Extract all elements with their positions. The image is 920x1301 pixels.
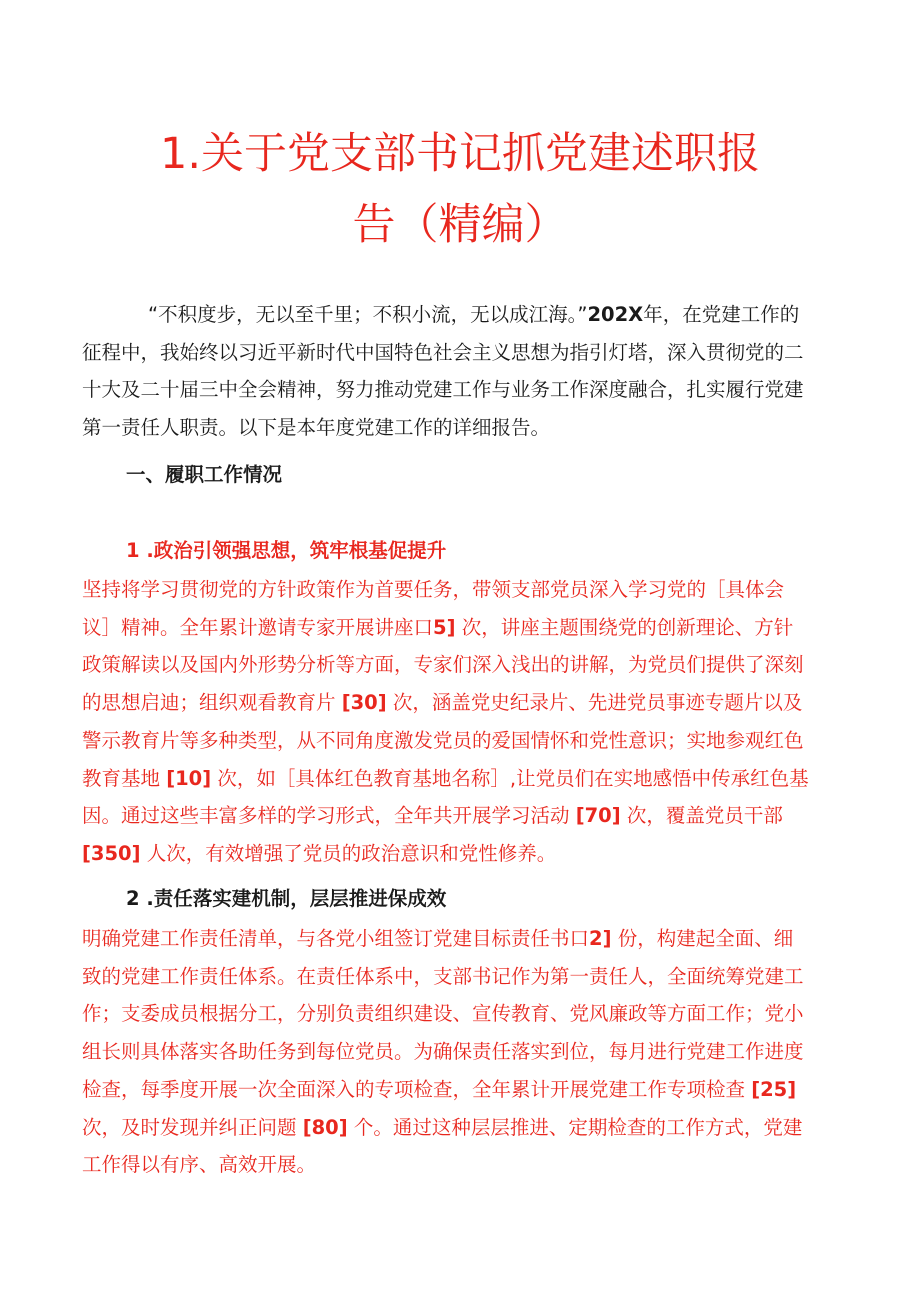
item-1-text-1: 坚持将学习贯彻党的方针政策作为首要任务，带领支部党员深入学习党的［具体会议］精神。全年累计邀请专家开展讲座口 xyxy=(82,578,785,639)
item-1-value-attendees: [350] xyxy=(82,841,141,865)
item-1-text-2: 次，讲座主题围绕党的创新理论、方针政策解读以及国内外形势分析等方面，专家们深入浅出的讲解，为党员们提供了深刻的思想启迪；组织观看教育片 xyxy=(82,615,804,715)
document-title-line-1: 1.关于党支部书记抓党建述职报 xyxy=(159,129,761,179)
item-1-value-visits: [10] xyxy=(166,766,212,790)
item-heading-1: 1 .政治引领强思想，筑牢根基促提升 xyxy=(126,539,447,562)
item-2-value-inspections: [25] xyxy=(751,1077,797,1101)
item-heading-2: 2 .责任落实建机制，层层推进保成效 xyxy=(126,887,447,910)
intro-paragraph xyxy=(82,296,812,447)
item-1-value-lectures: 5] xyxy=(433,615,456,639)
item-2-paragraph xyxy=(82,920,812,1184)
section-heading-1: 一、履职工作情况 xyxy=(126,463,283,486)
item-1-text-3: 次，涵盖党史纪录片、先进党员事迹专题片以及警示教育片等多种类型，从不同角度激发党员的爱国情怀和党性意识；实地参观红色教育基地 xyxy=(82,691,804,790)
item-2-text-3: 次，及时发现并纠正问题 xyxy=(82,1115,303,1139)
item-1-paragraph xyxy=(82,571,812,873)
item-2-value-documents: 2] xyxy=(589,927,612,950)
intro-text: 年，在党建工作的征程中，我始终以习近平新时代中国特色社会主义思想为指引灯塔，深入贯彻党的二十大及二十届三中全会精神，努力推动党建工作与业务工作深度融合，扎实履行党建第一责任人职责。以下是本年度党建工作的详细报告。 xyxy=(82,303,804,440)
item-1-text-4: 次，如［具体红色教育基地名称］,让党员们在实地感悟中传承红色基因。通过这些丰富多样的学习形式，全年共开展学习活动 xyxy=(82,766,809,828)
intro-year: 202X xyxy=(587,303,644,326)
item-1-value-activities: [70] xyxy=(575,804,621,828)
document-title-line-2: 告（精编） xyxy=(352,200,568,250)
item-2-text-1: 明确党建工作责任清单，与各党小组签订党建目标责任书口 xyxy=(82,927,590,950)
item-2-text-4: 个。通过这种层层推进、定期检查的工作方式，党建工作得以有序、高效开展。 xyxy=(82,1115,803,1177)
item-1-value-films: [30] xyxy=(341,691,387,715)
item-1-text-5: 次，覆盖党员干部 xyxy=(620,804,783,828)
item-2-value-issues: [80] xyxy=(302,1115,348,1139)
item-1-text-6: 人次，有效增强了党员的政治意识和党性修养。 xyxy=(140,841,557,865)
intro-quote: “不积度步，无以至千里；不积小流，无以成江海。” xyxy=(148,303,588,326)
item-2-text-2: 份，构建起全面、细致的党建工作责任体系。在责任体系中，支部书记作为第一责任人，全面统筹党建工作；支委成员根据分工，分别负责组织建设、宣传教育、党风廉政等方面工作；党小组长则具体落实各助任务到每位党员。为确保责任落实到位，每月进行党建工作进度检查，每季度开展一次全面深入的专项检查，全年累计开展党建工作专项检查 xyxy=(82,927,804,1101)
